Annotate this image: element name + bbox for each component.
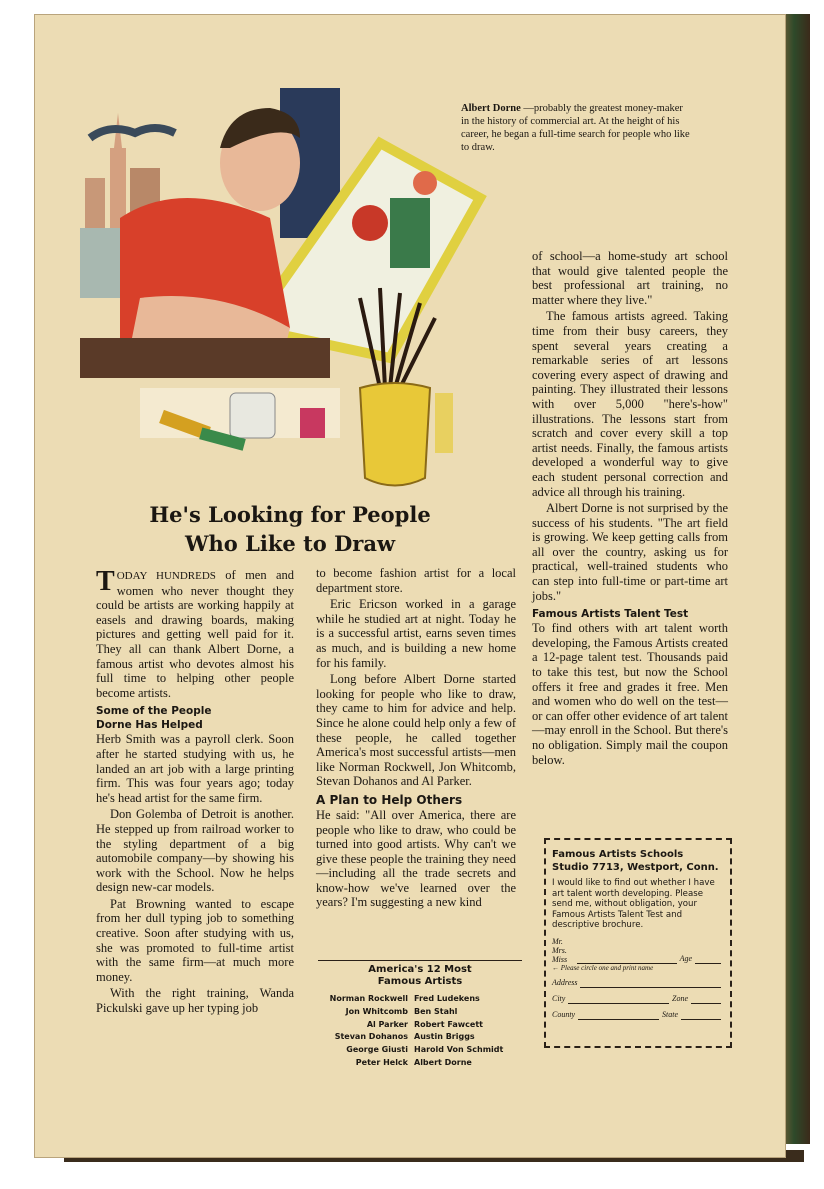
coupon-address-field[interactable]: [552, 978, 724, 988]
paragraph: He said: "All over America, there are people who like to draw, who could be turned into good artists. Why can't we give these people the training they need—including all the trade secrets and know-how we've learned over the years? I'm suggesting a new kind: [316, 807, 516, 910]
address-label: Address: [552, 977, 578, 987]
artist-names: [318, 993, 522, 1070]
subhead-line: Dorne Has Helped: [96, 719, 203, 732]
headline-line-1: He's Looking for People: [149, 502, 431, 527]
famous-artists-box: [318, 960, 522, 1070]
coupon-studio: Studio 7713, Westport, Conn.: [552, 862, 719, 873]
subhead-plan: A Plan to Help Others: [316, 792, 463, 807]
artist-name: Harold Von Schmidt: [414, 1045, 504, 1055]
zone-line[interactable]: [691, 994, 721, 1004]
article-column-2: [316, 566, 516, 912]
artist-name: Al Parker: [366, 1019, 408, 1029]
paragraph: Eric Ericson worked in a garage while he studied art at night. Today he is a successful artist, earns seven times as much, and is building a new home for his family.: [316, 597, 516, 670]
artist-row: [318, 1019, 522, 1032]
artist-name: Stevan Dohanos: [334, 1032, 408, 1042]
albert-dorne-illustration: [80, 88, 500, 498]
caption-name: Albert Dorne: [461, 103, 521, 114]
mail-coupon[interactable]: [544, 838, 732, 1048]
artist-name: Peter Helck: [355, 1057, 408, 1067]
article-column-1: [96, 568, 294, 1018]
coupon-body: I would like to find out whether I have art talent worth developing. Please send me, without obligation, your Famous Artists Talent Test and descriptive brochure.: [552, 878, 715, 930]
paragraph: Don Golemba of Detroit is another. He stepped up from railroad worker to the styling department of a big automobile company—by showing his work with the School. Now he helps design new-car models.: [96, 807, 294, 895]
coupon-city-field[interactable]: [552, 994, 724, 1004]
artist-row: [318, 1044, 522, 1057]
artist-name: Fred Ludekens: [414, 994, 480, 1003]
artist-row: [318, 1006, 522, 1019]
artist-name: Austin Briggs: [414, 1032, 475, 1042]
artist-name: George Giusti: [346, 1045, 408, 1055]
article-column-3: [532, 249, 728, 769]
artist-name: Jon Whitcomb: [345, 1006, 408, 1016]
paragraph: Long before Albert Dorne started looking for people who like to draw, they came to him for advice and help. Since he alone could help only a few of these people, he called together America's most successful artists—men like Norman Rockwell, Jon Whitcomb, Stevan Dohanos and Al Parker.: [316, 672, 516, 789]
county-label: County: [552, 1009, 576, 1019]
paragraph: of school—a home-study art school that would give talented people the best professional art training, no matter where they live.": [532, 249, 728, 307]
coupon-name-field[interactable]: [552, 937, 724, 964]
drop-cap: T: [96, 566, 115, 597]
headline-line-2: Who Like to Draw: [184, 531, 396, 556]
caption-text: —probably the greatest money-maker in the history of commercial art. At the height of his career, he began a full-time search for people who like to draw.: [461, 103, 690, 153]
subhead-some-people: [96, 704, 294, 732]
state-label: State: [662, 1009, 678, 1019]
paragraph: Albert Dorne is not surprised by the success of his students. "The art field is growing. We keep getting calls from all over the country, asking us for practical, well-trained students who can step into full-time or part-time art jobs.": [532, 501, 728, 603]
paragraph: With the right training, Wanda Pickulski gave up her typing job: [96, 986, 294, 1016]
artist-name: Ben Stahl: [414, 1006, 458, 1016]
paragraph: Herb Smith was a payroll clerk. Soon after he started studying with us, he landed an art job with a large printing firm. This was four years ago; today he's head artist for the same firm.: [96, 732, 294, 805]
zone-label: Zone: [672, 993, 688, 1003]
coupon-county-field[interactable]: [552, 1010, 724, 1020]
artist-row: [318, 993, 522, 1006]
paragraph: To find others with art talent worth developing, the Famous Artists created a 12-page talent test. Thousands paid to take this test, but now the School offers it free and grades it free. Men and women who do well on the test—or can offer other evidence of art talent—may enroll in the School. But there's no obligation. Simply mail the coupon below.: [532, 621, 728, 767]
state-line[interactable]: [681, 1010, 721, 1020]
coupon-note: ← Please circle one and print name: [552, 963, 654, 972]
subhead-talent-test: Famous Artists Talent Test: [532, 608, 689, 621]
paragraph: of men and women who never thought they could be artists are working happily at easels and drawing boards, making pictures and getting well paid for it. They all can thank Albert Dorne, a famous artist who devotes almost his full time to helping other people become artists.: [96, 568, 294, 700]
city-line[interactable]: [568, 994, 669, 1004]
artist-name: Robert Fawcett: [414, 1019, 483, 1029]
artist-name: Norman Rockwell: [329, 994, 408, 1003]
coupon-school: Famous Artists Schools: [552, 849, 684, 860]
county-line[interactable]: [578, 1010, 659, 1020]
artist-row: [318, 1031, 522, 1044]
artist-name: Albert Dorne: [414, 1057, 472, 1067]
address-line[interactable]: [580, 978, 721, 988]
age-line[interactable]: [695, 954, 721, 964]
famous-artists-title: [318, 964, 522, 988]
artist-row: [318, 1057, 522, 1070]
famous-title-line: America's 12 Most: [368, 964, 472, 975]
subhead-line: Some of the People: [96, 705, 212, 718]
paragraph: to become fashion artist for a local department store.: [316, 566, 516, 595]
paragraph: The famous artists agreed. Taking time from their busy careers, they spent several years creating a remarkable series of art lessons covering every aspect of drawing and painting. They illustrated their lessons with over 5,000 "here's-how" illustrations. The lessons start from scratch and cover every skill a top artist needs. Finally, the famous artists developed a wonderful way to give each student personal correction and advice all through his training.: [532, 309, 728, 499]
name-line[interactable]: [577, 954, 677, 964]
lead-smallcaps: ODAY HUNDREDS: [116, 570, 216, 582]
coupon-note-text: Please circle one and print name: [560, 963, 654, 972]
city-label: City: [552, 993, 566, 1003]
title-options: Mr. Mrs. Miss: [552, 936, 568, 964]
headline: [120, 500, 460, 558]
illustration-caption: [461, 102, 691, 154]
paragraph: Pat Browning wanted to escape from her dull typing job to something creative. Soon after studying with us, she was promoted to full-time artist with the same firm—at much more money.: [96, 896, 294, 984]
famous-title-line: Famous Artists: [377, 976, 463, 987]
age-label: Age: [679, 953, 692, 963]
